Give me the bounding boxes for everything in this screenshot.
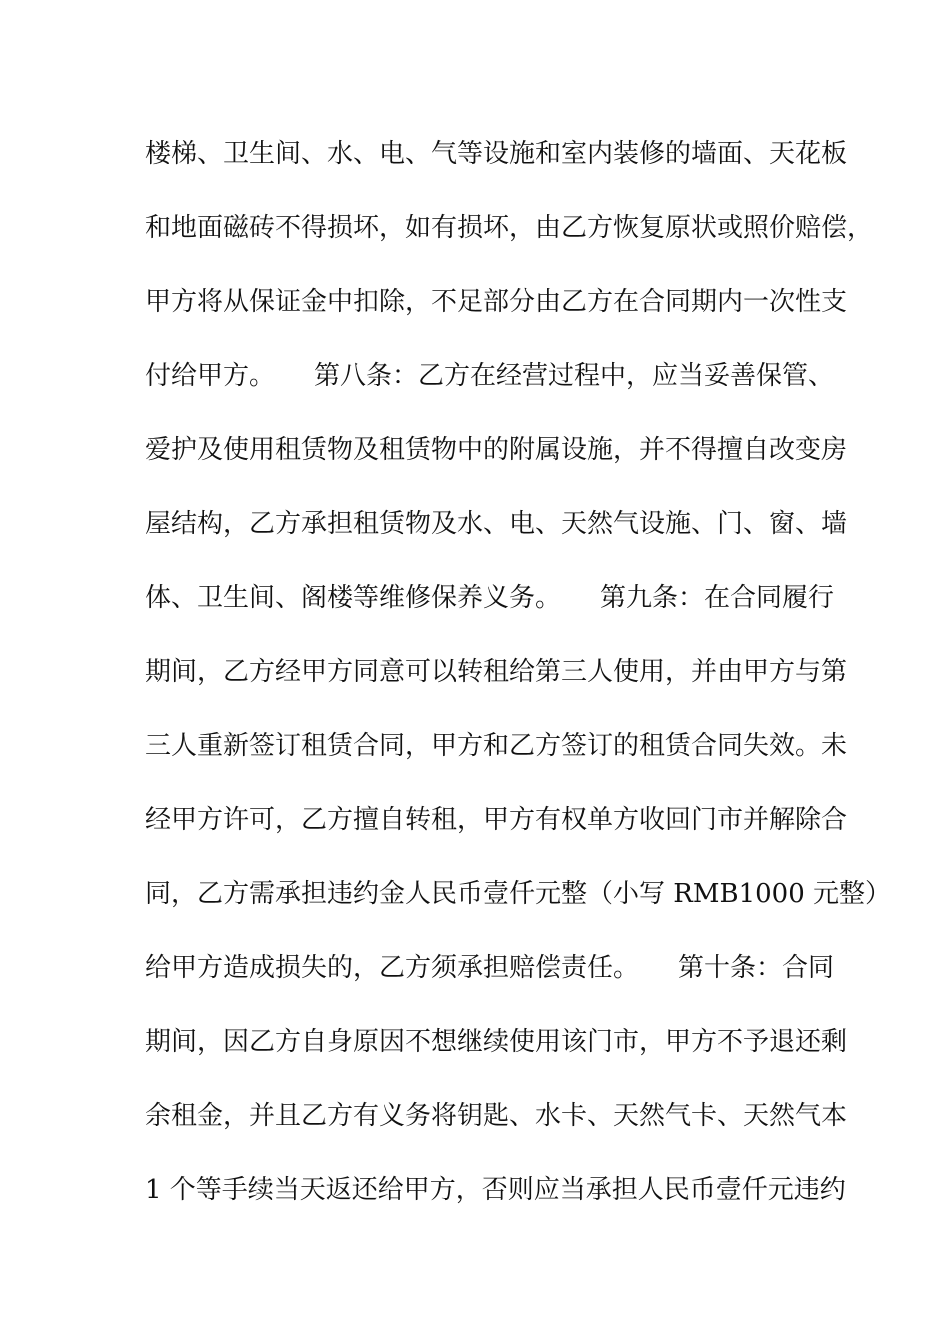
text-line-1: 楼梯、卫生间、水、电、气等设施和室内装修的墙面、天花板 <box>145 139 848 169</box>
text-line-13: 期间，因乙方自身原因不想继续使用该门市，甲方不予退还剩 <box>145 1027 848 1057</box>
text-line-2: 和地面磁砖不得损坏，如有损坏，由乙方恢复原状或照价赔偿， <box>145 213 874 243</box>
text-line-10: 经甲方许可，乙方擅自转租，甲方有权单方收回门市并解除合 <box>145 805 848 835</box>
text-line-15: 1 个等手续当天返还给甲方，否则应当承担人民币壹仟元违约 <box>145 1175 846 1205</box>
text-line-12: 给甲方造成损失的，乙方须承担赔偿责任。 第十条：合同 <box>145 953 835 983</box>
text-line-3: 甲方将从保证金中扣除，不足部分由乙方在合同期内一次性支 <box>145 287 848 317</box>
text-line-7: 体、卫生间、阁楼等维修保养义务。 第九条：在合同履行 <box>145 583 835 613</box>
text-line-6: 屋结构，乙方承担租赁物及水、电、天然气设施、门、窗、墙 <box>145 509 848 539</box>
text-line-9: 三人重新签订租赁合同，甲方和乙方签订的租赁合同失效。未 <box>145 731 848 761</box>
contract-text-body <box>145 127 892 1237</box>
text-line-11: 同，乙方需承担违约金人民币壹仟元整（小写 RMB1000 元整） <box>145 879 892 909</box>
text-line-4: 付给甲方。 第八条：乙方在经营过程中，应当妥善保管、 <box>145 361 835 391</box>
text-line-8: 期间，乙方经甲方同意可以转租给第三人使用，并由甲方与第 <box>145 657 848 687</box>
text-line-5: 爱护及使用租赁物及租赁物中的附属设施，并不得擅自改变房 <box>145 435 848 465</box>
text-line-14: 余租金，并且乙方有义务将钥匙、水卡、天然气卡、天然气本 <box>145 1101 848 1131</box>
